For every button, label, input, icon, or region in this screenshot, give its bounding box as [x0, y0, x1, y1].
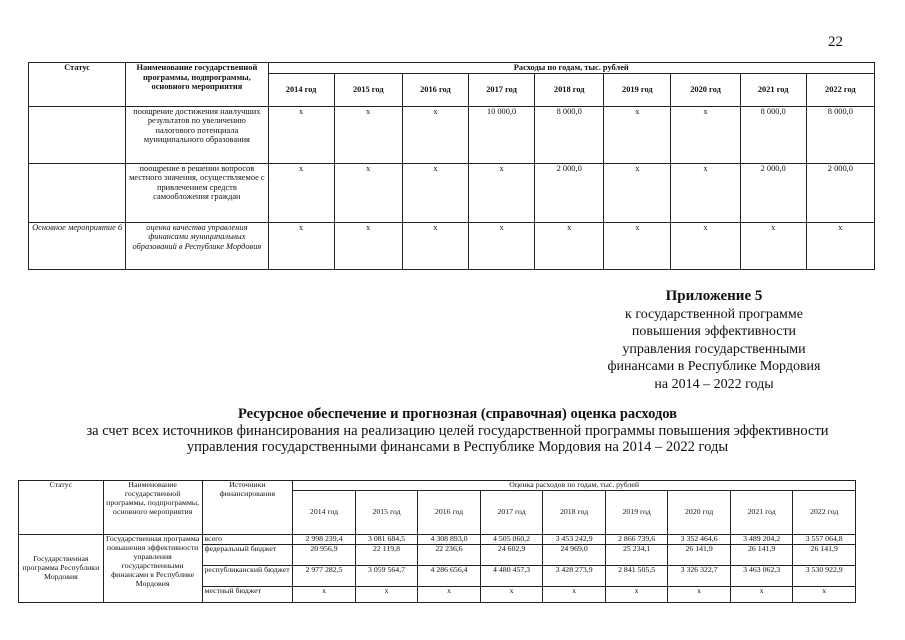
row-name: оценка качества управления финансами муниципальных образований в Республике Мордовия [126, 222, 268, 269]
table-row [29, 106, 875, 163]
page-number: 22 [828, 34, 843, 50]
row-value: х [418, 586, 481, 602]
row-value: 4 286 656,4 [418, 565, 481, 586]
row-value: 22 119,8 [355, 544, 418, 565]
appendix-block [596, 288, 832, 393]
row-value: 3 428 273,9 [543, 565, 606, 586]
row-value: х [334, 106, 402, 163]
title-line: управления государственными финансами в Республике Мордовия на 2014 – 2022 годы [186, 439, 729, 455]
row-value: 2 000,0 [740, 163, 806, 222]
resource-table [18, 480, 856, 603]
row-value: 24 969,0 [543, 544, 606, 565]
appendix-line: финансами в Республике Мордовия [607, 359, 821, 374]
row-value: 3 059 564,7 [355, 565, 418, 586]
row-value: 3 081 684,5 [355, 535, 418, 545]
column-header-estimate: Оценка расходов по годам, тыс. рублей [293, 481, 856, 491]
year-header: 2022 год [793, 491, 856, 535]
year-header: 2020 год [671, 73, 740, 106]
row-status [29, 106, 126, 163]
row-value: 26 141,9 [793, 544, 856, 565]
row-value: 8 000,0 [806, 106, 874, 163]
row-value: 26 141,9 [668, 544, 731, 565]
row-value: 4 308 893,0 [418, 535, 481, 545]
row-value: 3 352 464,6 [668, 535, 731, 545]
row-value: 25 234,1 [605, 544, 668, 565]
table-row [19, 535, 856, 545]
row-value: х [268, 163, 334, 222]
row-name: поощрение достижения наилучших результатов по увеличению налогового потенциала муниципального образования [126, 106, 268, 163]
funding-source: всего [202, 535, 293, 545]
row-status: Основное мероприятие 6 [29, 222, 126, 269]
row-value: 24 602,9 [480, 544, 543, 565]
row-value: 4 480 457,3 [480, 565, 543, 586]
column-header-expenses: Расходы по годам, тыс. рублей [268, 63, 874, 74]
year-header: 2017 год [468, 73, 534, 106]
row-value: 4 505 060,2 [480, 535, 543, 545]
table-row [29, 222, 875, 269]
row-value: х [604, 222, 671, 269]
row-value: х [604, 163, 671, 222]
row-value: х [806, 222, 874, 269]
appendix-line: повышения эффективности [631, 324, 797, 339]
table-row [29, 163, 875, 222]
row-value: 2 000,0 [535, 163, 604, 222]
row-value: 10 000,0 [468, 106, 534, 163]
row-value: х [334, 163, 402, 222]
funding-source: федеральный бюджет [202, 544, 293, 565]
appendix-heading: Приложение 5 [665, 288, 763, 304]
row-value: х [355, 586, 418, 602]
row-value: х [671, 222, 740, 269]
row-status [29, 163, 126, 222]
row-value: 2 866 739,6 [605, 535, 668, 545]
row-value: 8 000,0 [740, 106, 806, 163]
appendix-line: на 2014 – 2022 годы [654, 376, 774, 392]
row-value: 2 841 505,5 [605, 565, 668, 586]
column-header-status: Статус [19, 481, 104, 535]
column-header-name: Наименование государственной программы, подпрограммы, основного мероприятия [103, 481, 202, 535]
funding-source: местный бюджет [202, 586, 293, 602]
title-line: за счет всех источников финансирования на реализацию целей государственной программы повышения эффективности [86, 422, 829, 439]
row-value: х [793, 586, 856, 602]
year-header: 2021 год [730, 491, 793, 535]
title-bold-line: Ресурсное обеспечение и прогнозная (справочная) оценка расходов [237, 406, 677, 422]
row-value: х [402, 106, 468, 163]
row-value: 3 530 922,9 [793, 565, 856, 586]
row-value: х [468, 163, 534, 222]
row-value: х [402, 222, 468, 269]
program-status: Государственная программа Республики Мордовия [19, 535, 104, 603]
row-value: х [480, 586, 543, 602]
appendix-line: к государственной программе [625, 306, 803, 322]
row-value: 8 000,0 [535, 106, 604, 163]
row-value: х [468, 222, 534, 269]
row-value: х [604, 106, 671, 163]
row-value: 3 453 242,9 [543, 535, 606, 545]
row-value: 2 000,0 [806, 163, 874, 222]
row-value: 20 956,9 [293, 544, 356, 565]
row-value: х [671, 106, 740, 163]
column-header-source: Источники финансирования [202, 481, 293, 535]
year-header: 2021 год [740, 73, 806, 106]
row-value: х [402, 163, 468, 222]
year-header: 2019 год [604, 73, 671, 106]
year-header: 2016 год [418, 491, 481, 535]
appendix-line: управления государственными [622, 341, 806, 357]
year-header: 2015 год [355, 491, 418, 535]
row-value: 3 463 062,3 [730, 565, 793, 586]
row-value: 22 236,6 [418, 544, 481, 565]
row-name: поощрение в решении вопросов местного значения, осуществляемое с привлечением средств самообложения граждан [126, 163, 268, 222]
row-value: х [293, 586, 356, 602]
row-value: х [535, 222, 604, 269]
year-header: 2014 год [293, 491, 356, 535]
year-header: 2018 год [535, 73, 604, 106]
year-header: 2019 год [605, 491, 668, 535]
program-name: Государственная программа повышения эффективности управления государственными финансами в Республике Мордовия [103, 535, 202, 603]
year-header: 2022 год [806, 73, 874, 106]
expenses-table [28, 62, 875, 270]
year-header: 2016 год [402, 73, 468, 106]
row-value: х [543, 586, 606, 602]
document-title [20, 406, 895, 456]
year-header: 2017 год [480, 491, 543, 535]
row-value: х [605, 586, 668, 602]
row-value: 3 326 322,7 [668, 565, 731, 586]
year-header: 2020 год [668, 491, 731, 535]
year-header: 2018 год [543, 491, 606, 535]
row-value: 3 557 064,8 [793, 535, 856, 545]
row-value: 26 141,9 [730, 544, 793, 565]
row-value: х [334, 222, 402, 269]
year-header: 2014 год [268, 73, 334, 106]
row-value: х [668, 586, 731, 602]
row-value: х [730, 586, 793, 602]
row-value: х [740, 222, 806, 269]
row-value: 2 998 239,4 [293, 535, 356, 545]
year-header: 2015 год [334, 73, 402, 106]
funding-source: республиканский бюджет [202, 565, 293, 586]
row-value: х [268, 222, 334, 269]
row-value: х [268, 106, 334, 163]
row-value: х [671, 163, 740, 222]
row-value: 2 977 282,5 [293, 565, 356, 586]
column-header-status: Статус [29, 63, 126, 107]
column-header-name: Наименование государственной программы, подпрограммы, основного мероприятия [126, 63, 268, 107]
row-value: 3 489 204,2 [730, 535, 793, 545]
